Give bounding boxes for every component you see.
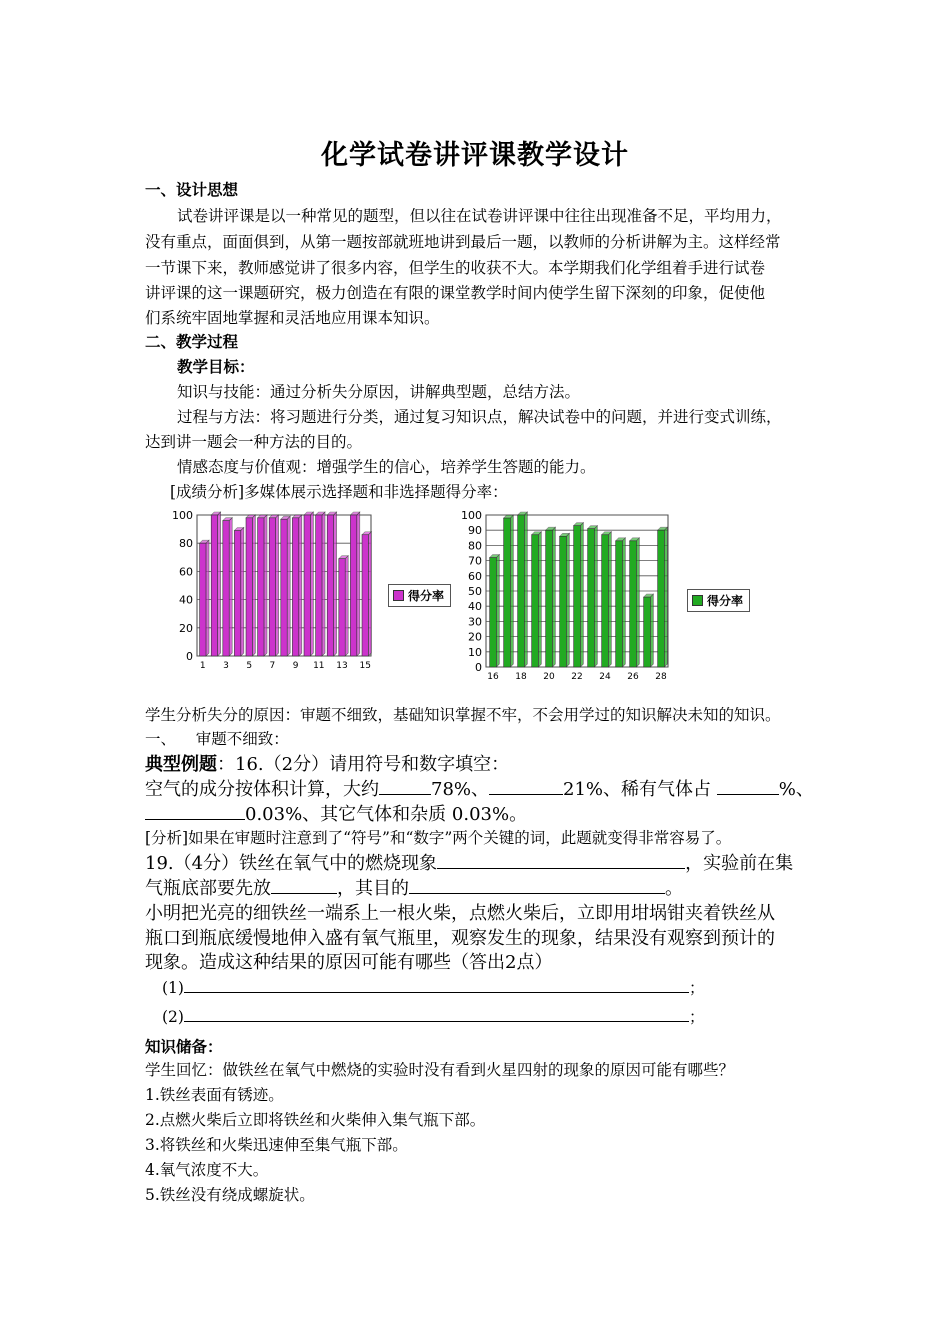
- q19-text: 19.（4分）铁丝在氧气中的燃烧现象: [145, 853, 438, 874]
- y-tick-label: 40: [468, 600, 482, 614]
- page-title: 化学试卷讲评课教学设计: [321, 140, 629, 171]
- bar-side: [241, 528, 244, 656]
- answer-blank[interactable]: [409, 877, 665, 894]
- bar-side: [650, 594, 653, 667]
- y-tick-label: 100: [172, 509, 193, 522]
- bar-side: [552, 527, 555, 667]
- blank-number: (2): [162, 1008, 184, 1026]
- bar-side: [299, 515, 302, 656]
- goal-attitude: 情感态度与价值观：增强学生的信心，培养学生答题的能力。: [177, 458, 596, 476]
- x-tick-label: 24: [599, 672, 611, 682]
- section2-heading: 二、教学过程: [145, 332, 239, 351]
- bar: [234, 531, 240, 656]
- q16-text: 21%、稀有气体占: [563, 779, 712, 800]
- answer-blank[interactable]: [379, 778, 431, 795]
- list-item: 2.点燃火柴后立即将铁丝和火柴伸入集气瓶下部。: [145, 1111, 486, 1129]
- x-tick-label: 20: [543, 672, 555, 682]
- answer-blank[interactable]: [489, 778, 563, 795]
- y-tick-label: 80: [179, 537, 193, 551]
- x-tick-label: 9: [292, 661, 299, 671]
- bar: [281, 519, 287, 656]
- bar: [316, 515, 322, 656]
- bar-side: [524, 512, 527, 667]
- bar: [560, 536, 567, 667]
- y-tick-label: 30: [468, 615, 482, 629]
- goal-process: 过程与方法：将习题进行分类，通过复习知识点，解决试卷中的问题，并进行变式训练，: [177, 408, 782, 426]
- legend-swatch: [692, 595, 703, 606]
- bar: [223, 521, 229, 656]
- blank-end: ；: [688, 979, 705, 997]
- x-tick-label: 18: [515, 672, 527, 682]
- blank-number: (1): [162, 979, 184, 997]
- bar-side: [264, 515, 267, 656]
- goal-process-cont: 达到讲一题会一种方法的目的。: [145, 433, 363, 451]
- bar: [504, 518, 511, 667]
- bar: [200, 543, 206, 656]
- x-tick-label: 7: [269, 661, 276, 671]
- x-tick-label: 26: [627, 672, 639, 682]
- q16-text: 空气的成分按体积计算，大约: [145, 779, 379, 800]
- list-item: 3.将铁丝和火柴迅速伸至集气瓶下部。: [145, 1136, 408, 1154]
- answer-line-1: [162, 976, 832, 998]
- bar-side: [345, 556, 348, 656]
- q19-paragraph: 瓶口到瓶底缓慢地伸入盛有氧气瓶里，观察发生的现象，结果没有观察到预计的: [145, 928, 775, 949]
- bar: [304, 515, 310, 656]
- y-tick-label: 0: [475, 661, 482, 674]
- knowledge-heading: 知识储备：: [145, 1037, 223, 1056]
- answer-line-2: [162, 1005, 832, 1027]
- bar-side: [252, 515, 255, 656]
- analysis-text: [分析]如果在审题时注意到了“符号”和“数字”两个关键的词，此题就变得非常容易了。: [145, 829, 732, 847]
- section1-para-line: 讲评课的这一课题研究，极力创造在有限的课堂教学时间内使学生留下深刻的印象，促使他: [145, 284, 766, 302]
- q19-text: ，其目的: [337, 878, 409, 899]
- y-tick-label: 50: [468, 585, 482, 598]
- nonchoice-score-chart: [450, 505, 680, 685]
- section1-para-line: 一节课下来，教师感觉讲了很多内容，但学生的收获不大。本学期我们化学组着手进行试卷: [145, 259, 766, 277]
- example-label: 典型例题: [145, 754, 217, 775]
- subsection-heading: 一、 审题不细致：: [145, 730, 289, 748]
- q16-text: %、: [778, 779, 814, 800]
- bar-side: [334, 512, 337, 656]
- y-tick-label: 60: [179, 565, 193, 579]
- bar: [546, 530, 553, 667]
- section1-heading: 一、设计思想: [145, 180, 239, 199]
- bar: [350, 515, 356, 656]
- y-tick-label: 100: [461, 509, 482, 522]
- answer-blank[interactable]: [145, 803, 245, 820]
- bar-side: [608, 532, 611, 667]
- bar: [490, 558, 497, 667]
- answer-blank[interactable]: [184, 1005, 689, 1022]
- knowledge-recall: 学生回忆：做铁丝在氧气中燃烧的实验时没有看到火星四射的现象的原因可能有哪些？: [145, 1061, 735, 1079]
- bar-side: [496, 555, 499, 667]
- x-tick-label: 5: [246, 661, 253, 671]
- bar-side: [206, 540, 209, 656]
- q16-text: 78%、: [431, 779, 490, 800]
- bar-side: [229, 518, 232, 656]
- bar: [339, 559, 345, 656]
- list-item: 4.氧气浓度不大。: [145, 1161, 269, 1179]
- bar: [574, 526, 581, 667]
- bar: [658, 530, 665, 667]
- q19-paragraph: 现象。造成这种结果的原因可能有哪些（答出2点）: [145, 952, 553, 973]
- q19-line-1: [145, 849, 815, 875]
- x-tick-label: 11: [313, 661, 325, 671]
- legend-swatch: [393, 590, 404, 601]
- bar: [269, 518, 275, 656]
- bar: [211, 515, 217, 656]
- bar: [616, 541, 623, 667]
- bar: [532, 535, 539, 667]
- bar-side: [287, 516, 290, 656]
- y-tick-label: 20: [179, 621, 193, 635]
- bar-side: [622, 538, 625, 667]
- score-analysis-label: [成绩分析]多媒体展示选择题和非选择题得分率：: [170, 483, 508, 501]
- bar-side: [664, 527, 667, 667]
- bar: [630, 541, 637, 667]
- x-tick-label: 16: [487, 672, 499, 682]
- example-q16-head: [145, 750, 815, 776]
- x-tick-label: 28: [655, 672, 667, 682]
- q19-text: 气瓶底部要先放: [145, 878, 271, 899]
- answer-blank[interactable]: [271, 877, 337, 894]
- q19-text: ，实验前在集: [685, 853, 794, 874]
- q19-text: 。: [665, 878, 683, 899]
- chart2-legend: [687, 589, 750, 612]
- choice-score-chart: [165, 505, 385, 675]
- y-tick-label: 60: [468, 569, 482, 583]
- q16-line: [145, 775, 815, 801]
- y-tick-label: 80: [468, 539, 482, 553]
- bar-side: [310, 512, 313, 656]
- q19-paragraph: 小明把光亮的细铁丝一端系上一根火柴，点燃火柴后，立即用坩埚钳夹着铁丝从: [145, 903, 775, 924]
- bar: [258, 518, 264, 656]
- q19-line-2: [145, 874, 815, 900]
- bar: [644, 597, 651, 667]
- y-tick-label: 70: [468, 554, 482, 568]
- bar-side: [218, 512, 221, 656]
- bar-side: [566, 533, 569, 667]
- chart1-legend: [388, 584, 451, 607]
- y-tick-label: 90: [468, 524, 482, 538]
- q16-text: 0.03%、其它气体和杂质 0.03%。: [245, 804, 528, 825]
- section1-para-line: 试卷讲评课是以一种常见的题型，但以往在试卷讲评课中往往出现准备不足，平均用力，: [177, 207, 782, 225]
- q16-head-text: ：16.（2分）请用符号和数字填空：: [217, 754, 510, 775]
- x-tick-label: 22: [571, 672, 583, 682]
- bar-side: [594, 526, 597, 667]
- bar: [362, 535, 368, 656]
- y-tick-label: 20: [468, 630, 482, 644]
- section1-para-line: 们系统牢固地掌握和灵活地应用课本知识。: [145, 309, 440, 327]
- legend-label: 得分率: [408, 589, 445, 603]
- bar: [602, 535, 609, 667]
- goal-knowledge: 知识与技能：通过分析失分原因，讲解典型题，总结方法。: [177, 383, 581, 401]
- bar: [246, 518, 252, 656]
- y-tick-label: 0: [186, 650, 193, 663]
- bar: [327, 515, 333, 656]
- bar-side: [538, 532, 541, 667]
- x-tick-label: 1: [199, 661, 206, 671]
- bar-side: [580, 523, 583, 667]
- bar-side: [510, 515, 513, 667]
- answer-blank[interactable]: [717, 778, 779, 795]
- answer-blank[interactable]: [437, 852, 685, 869]
- section1-para-line: 没有重点，面面俱到，从第一题按部就班地讲到最后一题，以教师的分析讲解为主。这样经常: [145, 233, 781, 251]
- x-tick-label: 3: [223, 661, 229, 671]
- reason-text: 学生分析失分的原因：审题不细致，基础知识掌握不牢，不会用学过的知识解决未知的知识。: [145, 706, 781, 724]
- x-tick-label: 13: [336, 661, 348, 671]
- bar: [588, 529, 595, 667]
- y-tick-label: 40: [179, 593, 193, 607]
- bar: [518, 515, 525, 667]
- goal-heading: 教学目标：: [177, 357, 255, 376]
- legend-label: 得分率: [707, 594, 744, 608]
- list-item: 1.铁丝表面有锈迹。: [145, 1086, 284, 1104]
- bar-side: [357, 512, 360, 656]
- list-item: 5.铁丝没有绕成螺旋状。: [145, 1186, 315, 1204]
- bar-side: [276, 515, 279, 656]
- bar-side: [368, 532, 371, 656]
- bar: [292, 518, 298, 656]
- q16-line-2: [145, 800, 815, 826]
- x-tick-label: 15: [359, 661, 371, 671]
- bar-side: [636, 538, 639, 667]
- blank-end: ；: [688, 1008, 705, 1026]
- answer-blank[interactable]: [184, 976, 689, 993]
- bar-side: [322, 512, 325, 656]
- y-tick-label: 10: [468, 645, 482, 659]
